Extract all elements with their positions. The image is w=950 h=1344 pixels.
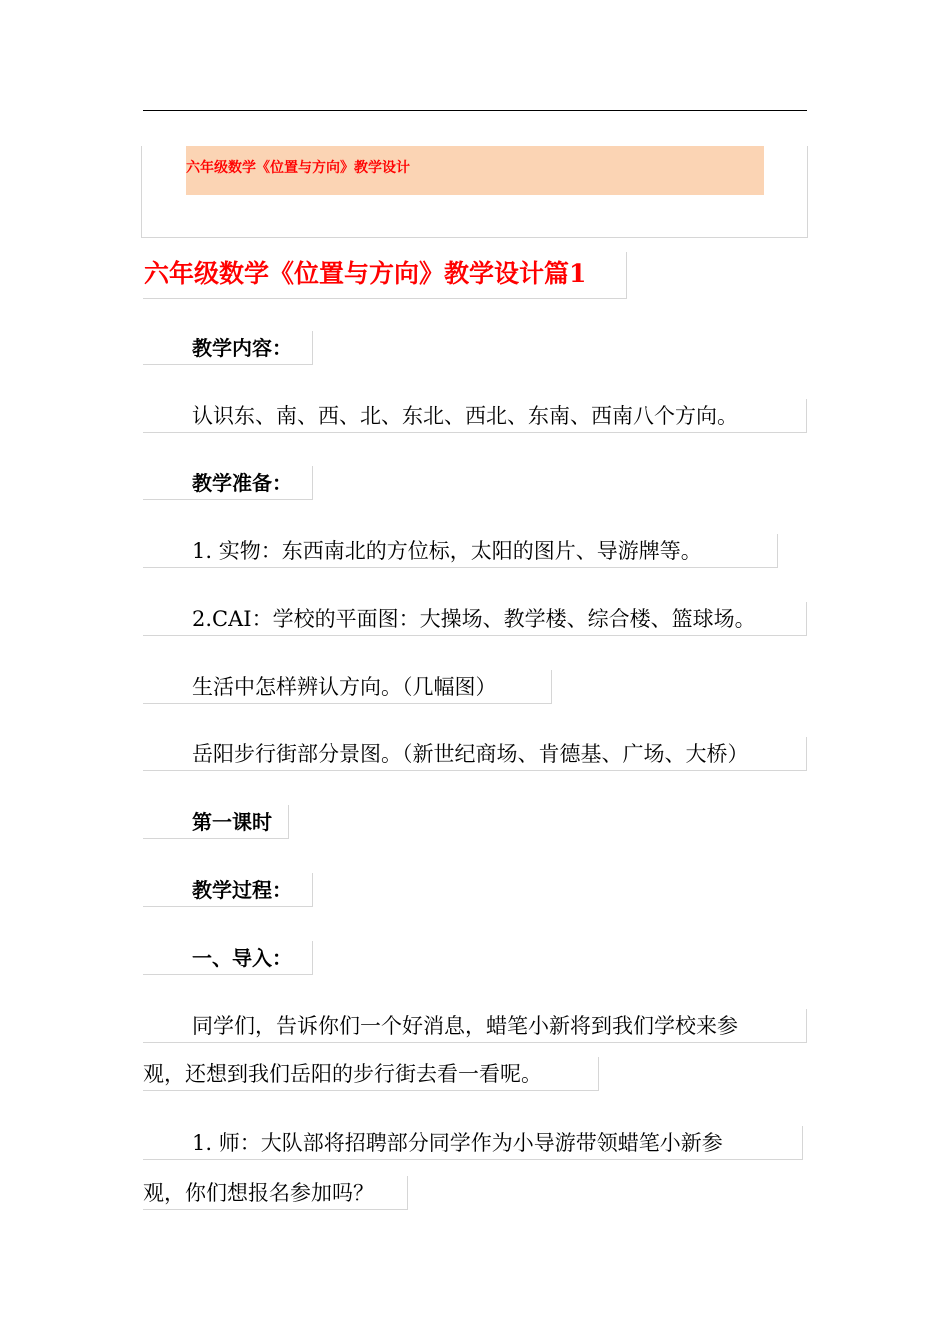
teaching-content-heading-line xyxy=(143,331,313,365)
prep-item-2-line xyxy=(143,602,807,636)
header-title: 六年级数学《位置与方向》教学设计 xyxy=(186,160,410,176)
intro-para-text-1: 同学们，告诉你们一个好消息，蜡笔小新将到我们学校来参 xyxy=(192,1014,738,1038)
section-title: 六年级数学《位置与方向》教学设计篇1 xyxy=(143,252,627,299)
intro-para-text-2: 观，还想到我们岳阳的步行街去看一看呢。 xyxy=(143,1062,542,1086)
prep-item-1-line xyxy=(143,534,778,568)
prep-item-1: 1. 实物：东西南北的方位标，太阳的图片、导游牌等。 xyxy=(192,539,702,563)
prep-item-3-line xyxy=(143,670,552,704)
preparation-heading-line xyxy=(143,466,313,500)
process-heading-line xyxy=(143,873,313,907)
teaching-content-line xyxy=(143,399,807,433)
lesson-heading: 第一课时 xyxy=(192,810,272,834)
teacher-text-1: 1. 师：大队部将招聘部分同学作为小导游带领蜡笔小新参 xyxy=(192,1131,723,1155)
lesson-heading-line xyxy=(143,805,289,839)
prep-item-2: 2.CAI：学校的平面图：大操场、教学楼、综合楼、篮球场。 xyxy=(192,607,756,631)
teaching-content-heading: 教学内容： xyxy=(192,336,292,360)
top-rule xyxy=(143,110,807,111)
prep-item-4: 岳阳步行街部分景图。（新世纪商场、肯德基、广场、大桥） xyxy=(192,742,749,766)
process-heading: 教学过程： xyxy=(192,878,292,902)
intro-heading-line xyxy=(143,941,313,975)
prep-item-3: 生活中怎样辨认方向。（几幅图） xyxy=(192,675,497,699)
teaching-content-text: 认识东、南、西、北、东北、西北、东南、西南八个方向。 xyxy=(192,404,738,428)
preparation-heading: 教学准备： xyxy=(192,471,292,495)
intro-heading: 一、导入： xyxy=(192,946,292,970)
teacher-text-2: 观，你们想报名参加吗？ xyxy=(143,1181,374,1205)
teacher-line-1 xyxy=(143,1126,803,1160)
teacher-line-2 xyxy=(143,1176,408,1210)
prep-item-4-line xyxy=(143,737,807,771)
intro-para-line-2 xyxy=(143,1057,599,1091)
intro-para-line-1 xyxy=(143,1009,807,1043)
